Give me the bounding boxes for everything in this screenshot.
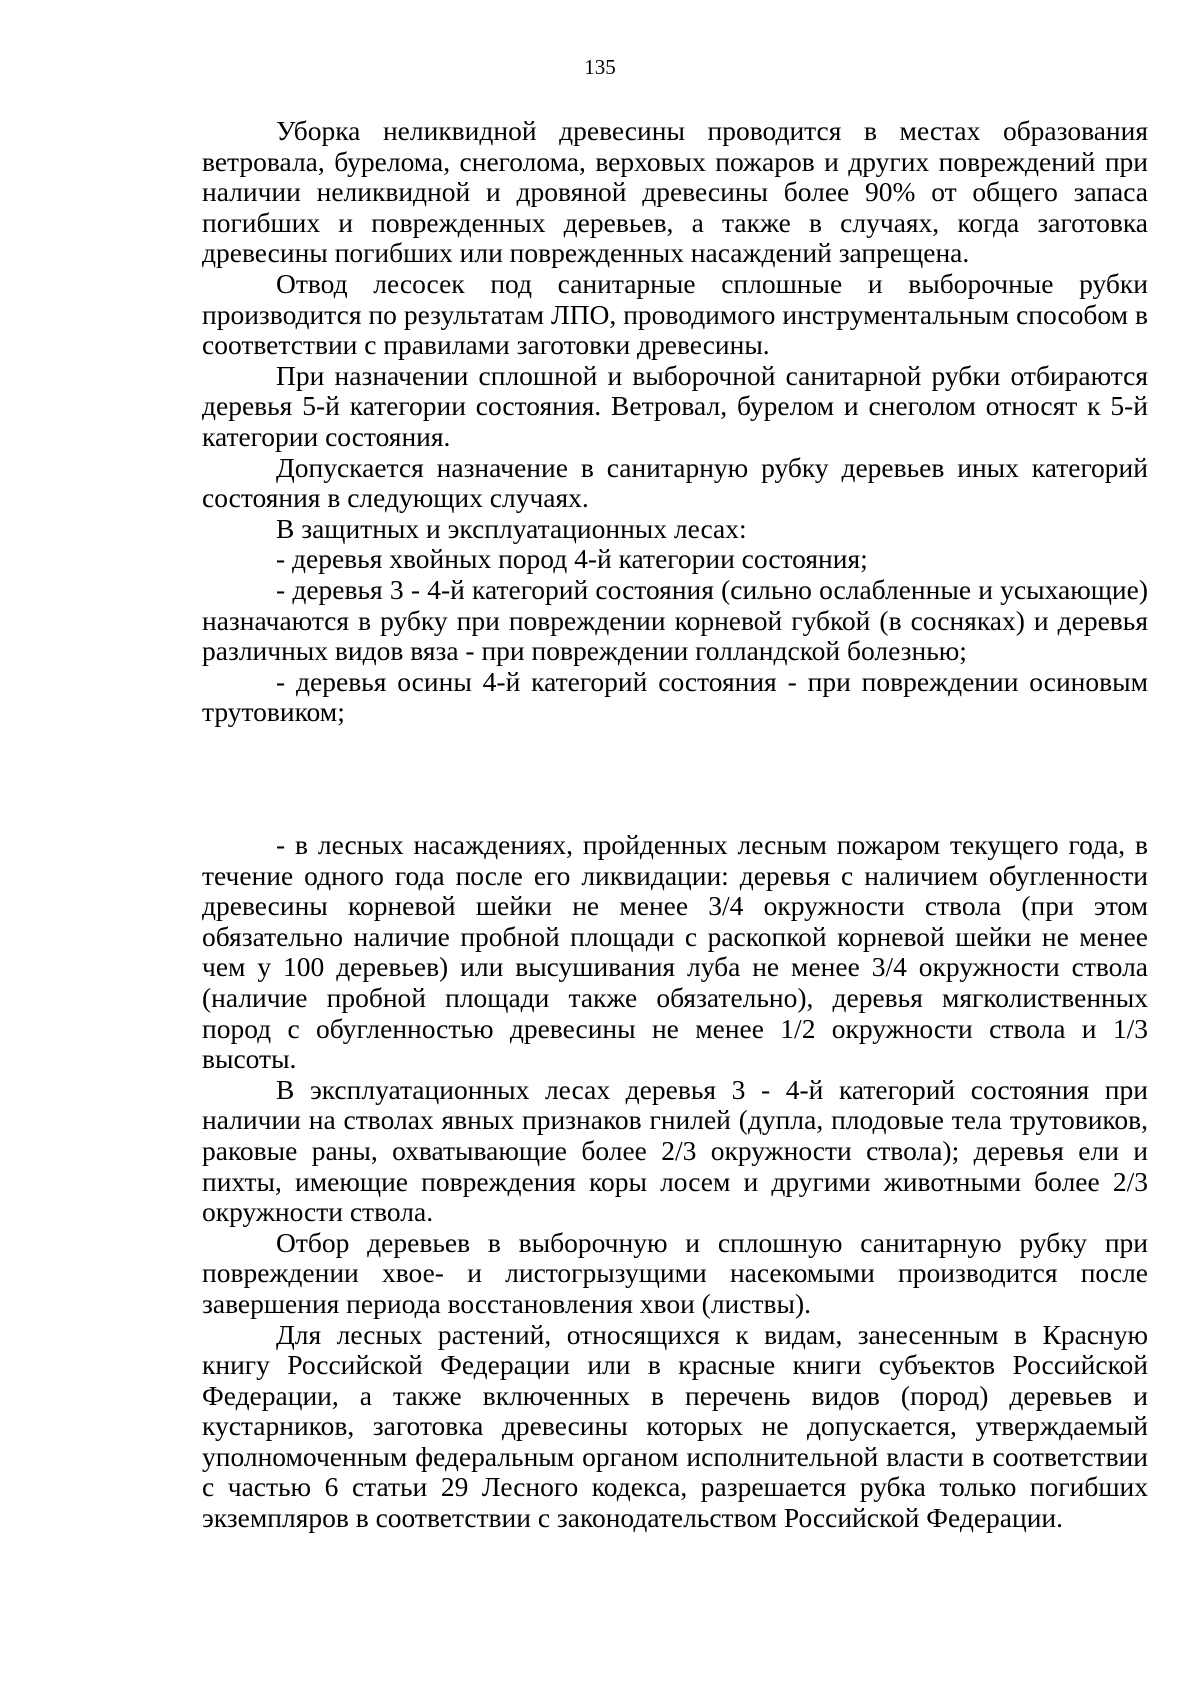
list-item: - деревья хвойных пород 4-й категории состояния; [276, 543, 868, 575]
paragraph: Для лесных растений, относящихся к видам, занесенным в Красную книгу Российской Федерации или в красные книги субъектов Российской Федерации, а также включенных в перечень видов (пород) деревьев и кустарников, заготовка древесины которых не допускается, утверждаемый уполномоченным федеральным органом исполнительной власти в соответствии с частью 6 статьи 29 Лесного кодекса, разрешается рубка только погибших экземпляров в соответствии с законодательством Российской Федерации. [202, 1318, 1148, 1534]
list-item: - деревья осины 4-й категорий состояния - при повреждении осиновым трутовиком; [202, 665, 1148, 728]
paragraph: При назначении сплошной и выборочной санитарной рубки отбираются деревья 5-й категории состояния. Ветровал, бурелом и снеголом относят к 5-й категории состояния. [202, 359, 1148, 452]
page-number: 135 [584, 55, 616, 79]
paragraph: В эксплуатационных лесах деревья 3 - 4-й категорий состояния при наличии на стволах явных признаков гнилей (дупла, плодовые тела трутовиков, раковые раны, охватывающие более 2/3 окружности ствола); деревья ели и пихты, имеющие повреждения коры лосем и другими животными более 2/3 окружности ствола. [202, 1073, 1148, 1228]
paragraph: Отбор деревьев в выборочную и сплошную санитарную рубку при повреждении хвое- и листогрызущими насекомыми производится после завершения периода восстановления хвои (листвы). [202, 1226, 1148, 1319]
paragraph: Допускается назначение в санитарную рубку деревьев иных категорий состояния в следующих случаях. [202, 451, 1148, 514]
text-block-bottom [202, 830, 1148, 1534]
paragraph: В защитных и эксплуатационных лесах: [276, 512, 747, 544]
paragraph: Уборка неликвидной древесины проводится в местах образования ветровала, бурелома, снеголома, верховых пожаров и других повреждений при наличии неликвидной и дровяной древесины более 90% от общего запаса погибших и поврежденных деревьев, а также в случаях, когда заготовка древесины погибших или поврежденных насаждений запрещена. [202, 115, 1148, 269]
list-item: - в лесных насаждениях, пройденных лесным пожаром текущего года, в течение одного года после его ликвидации: деревья с наличием обугленности древесины корневой шейки не менее 3/4 окружности ствола (при этом обязательно наличие пробной площади с раскопкой корневой шейки не менее чем у 100 деревьев) или высушивания луба не менее 3/4 окружности ствола (наличие пробной площади также обязательно), деревья мягколиственных пород с обугленностью древесины не менее 1/2 окружности ствола и 1/3 высоты. [202, 829, 1148, 1075]
text-block-top [202, 116, 1148, 728]
list-item: - деревья 3 - 4-й категорий состояния (сильно ослабленные и усыхающие) назначаются в рубку при повреждении корневой губкой (в сосняках) и деревья различных видов вяза - при повреждении голландской болезнью; [202, 573, 1148, 667]
paragraph: Отвод лесосек под санитарные сплошные и выборочные рубки производится по результатам ЛПО, проводимого инструментальным способом в соответствии с правилами заготовки древесины. [202, 267, 1148, 361]
